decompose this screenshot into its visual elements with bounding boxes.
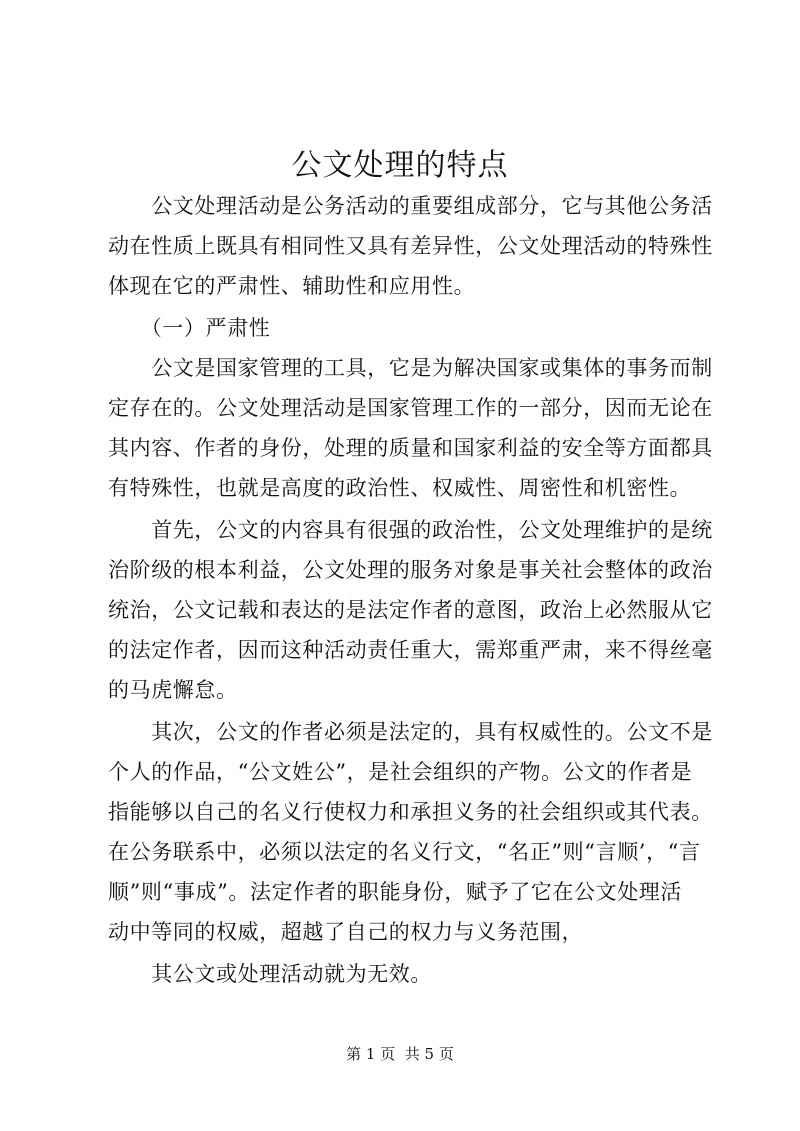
body-line: 定存在的。公文处理活动是国家管理工作的一部分，因而无论在 xyxy=(108,396,713,420)
body-line: 公文处理活动是公务活动的重要组成部分，它与其他公务活 xyxy=(108,194,713,218)
body-line: 的马虎懈怠。 xyxy=(108,678,238,702)
page-footer: 第 1 页 共 5 页 xyxy=(346,1045,454,1063)
body-line: 治阶级的根本利益，公文处理的服务对象是事关社会整体的政治 xyxy=(108,558,713,582)
body-line: 个人的作品，“公文姓公”，是社会组织的产物。公文的作者是 xyxy=(108,760,693,784)
body-line: 其内容、作者的身份，处理的质量和国家利益的安全等方面都具 xyxy=(108,436,713,460)
body-line: 首先，公文的内容具有很强的政治性，公文处理维护的是统 xyxy=(108,518,713,542)
body-line: 体现在它的严肃性、辅助性和应用性。 xyxy=(108,274,476,298)
body-line: 指能够以自己的名义行使权力和承担义务的社会组织或其代表。 xyxy=(108,800,713,824)
body-line: 在公务联系中，必须以法定的名义行文，“名正”则“言顺’，“言 xyxy=(108,840,701,864)
body-line: 顺”则“事成”。法定作者的职能身份，赋予了它在公文处理活 xyxy=(108,880,683,904)
body-line: 动在性质上既具有相同性又具有差异性，公文处理活动的特殊性 xyxy=(108,234,713,258)
document-title: 公文处理的特点 xyxy=(291,148,509,183)
body-line: 的法定作者，因而这种活动责任重大，需郑重严肃，来不得丝毫 xyxy=(108,638,713,662)
body-line: 其次，公文的作者必须是法定的，具有权威性的。公文不是 xyxy=(108,720,713,744)
body-line: 动中等同的权威，超越了自己的权力与义务范围， xyxy=(108,920,584,944)
body-line: 有特殊性，也就是高度的政治性、权威性、周密性和机密性。 xyxy=(108,476,692,500)
body-line: 公文是国家管理的工具，它是为解决国家或集体的事务而制 xyxy=(108,356,713,380)
body-line: 其公文或处理活动就为无效。 xyxy=(108,962,432,986)
section-heading: （一）严肃性 xyxy=(108,316,271,340)
body-line: 统治，公文记载和表达的是法定作者的意图，政治上必然服从它 xyxy=(108,598,713,622)
